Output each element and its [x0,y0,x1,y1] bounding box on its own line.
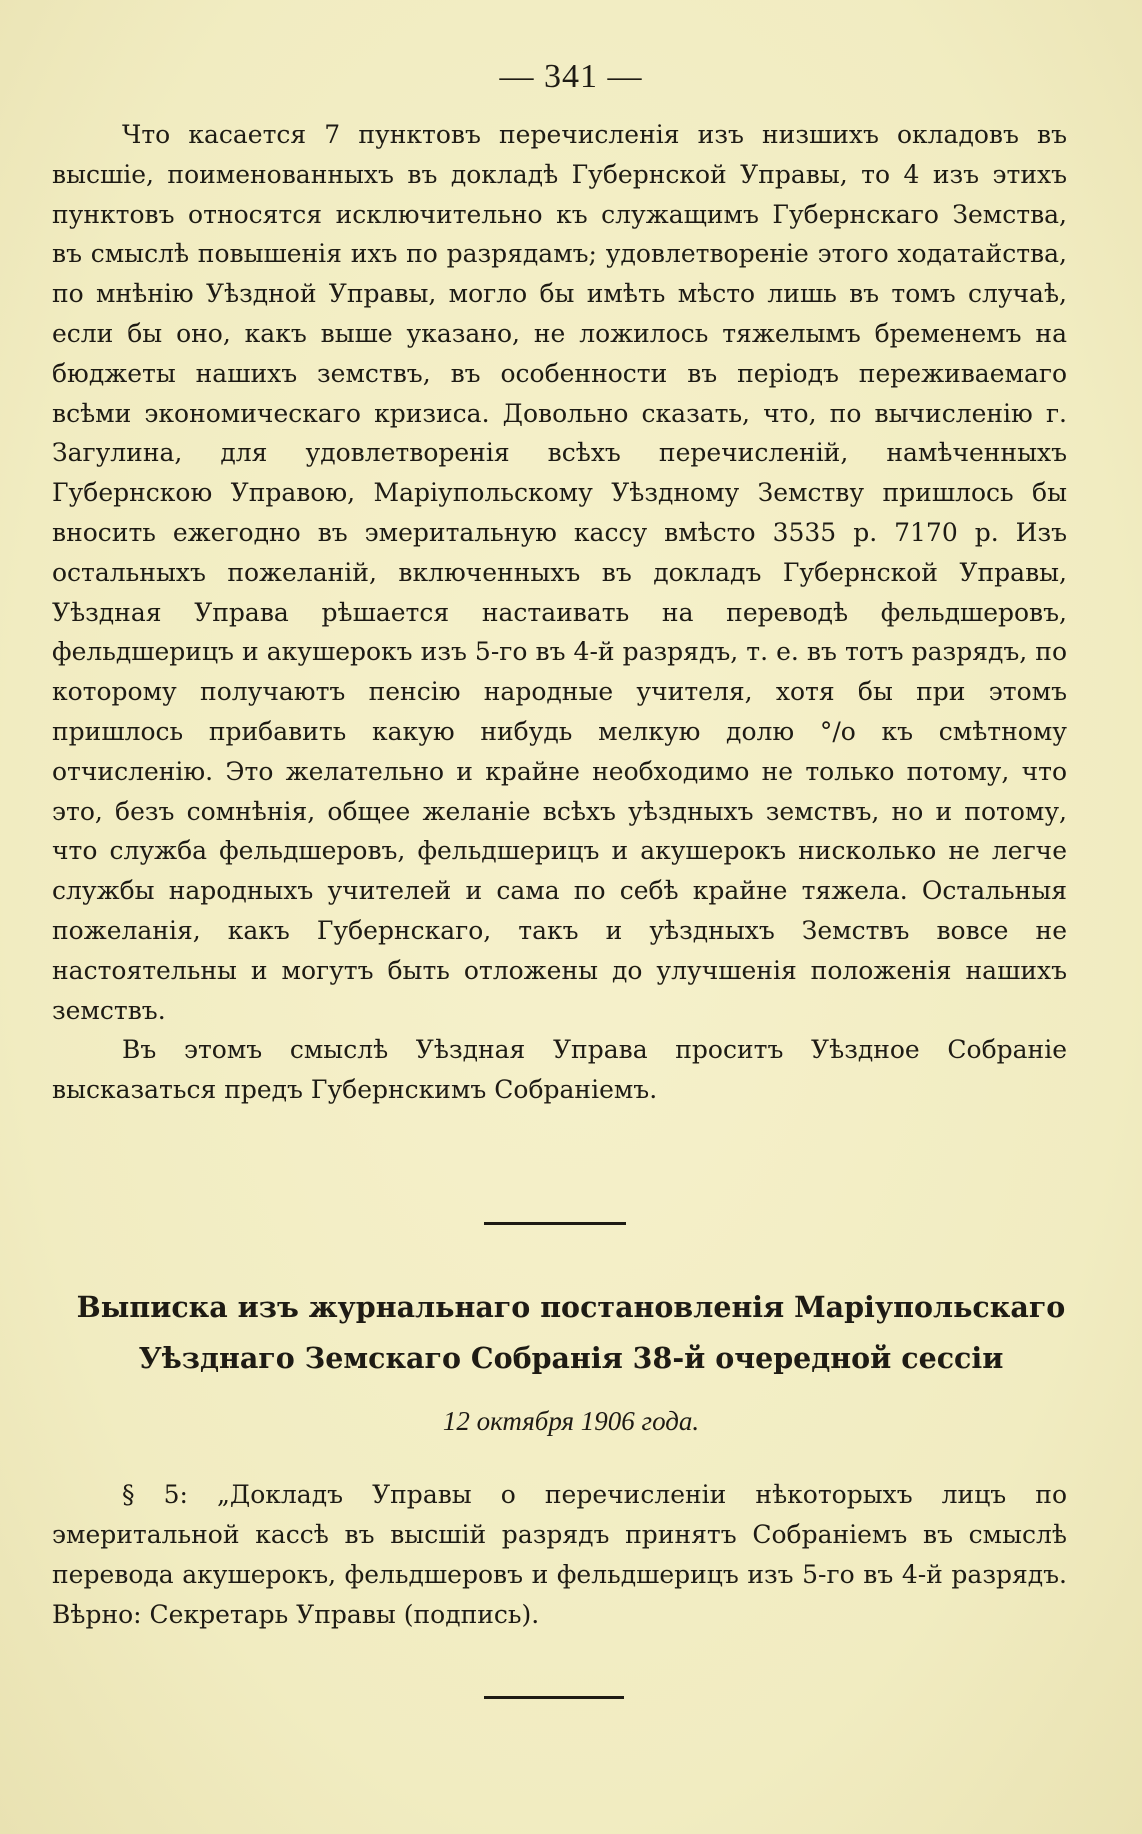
section-paragraph: § 5: „Докладъ Управы о перечисленіи нѣкоторыхъ лицъ по эмеритальной кассѣ въ высшій разрядъ принятъ Собраніемъ въ смыслѣ перевода акушерокъ, фельдшеровъ и фельдшерицъ изъ 5-го въ 4-й разрядъ. Вѣрно: Секретарь Управы (подпись). [52,1480,1067,1629]
section-title [40,1282,1102,1384]
paragraph-2: Въ этомъ смыслѣ Уѣздная Управа проситъ Уѣздное Собраніе высказаться предъ Губернскимъ Собраніемъ. [52,1035,1067,1105]
divider-rule [484,1222,626,1225]
body-text [52,115,1067,1110]
section-title-line-1: Выписка изъ журнальнаго постановленія Маріупольскаго [76,1290,1066,1324]
section-date: 12 октября 1906 года. [442,1406,700,1436]
divider-rule-bottom [484,1696,624,1699]
paragraph-1: Что касается 7 пунктовъ перечисленія изъ низшихъ окладовъ въ высшіе, поименованныхъ въ докладѣ Губернской Управы, то 4 изъ этихъ пунктовъ относятся исключительно къ служащимъ Губернскаго Земства, въ смыслѣ повышенія ихъ по разрядамъ; удовлетвореніе этого ходатайства, по мнѣнію Уѣздной Управы, могло бы имѣть мѣсто лишь въ томъ случаѣ, если бы оно, какъ выше указано, не ложилось тяжелымъ бременемъ на бюджеты нашихъ земствъ, въ особенности въ періодъ переживаемаго всѣми экономическаго кризиса. Довольно сказать, что, по вычисленію г. Загулина, для удовлетворенія всѣхъ перечисленій, намѣченныхъ Губернскою Управою, Маріупольскому Уѣздному Земству пришлось бы вносить ежегодно въ эмеритальную кассу вмѣсто 3535 р. 7170 р. Изъ остальныхъ пожеланій, включенныхъ въ докладъ Губернской Управы, Уѣздная Управа рѣшается настаивать на переводѣ фельдшеровъ, фельдшерицъ и акушерокъ изъ 5-го въ 4-й разрядъ, т. е. въ тотъ разрядъ, по которому получаютъ пенсію народные учителя, хотя бы при этомъ пришлось прибавить какую нибудь мелкую долю °/o къ смѣтному отчисленію. Это желательно и крайне необходимо не только потому, что это, безъ сомнѣнія, общее желаніе всѣхъ уѣздныхъ земствъ, но и потому, что служба фельдшеровъ, фельдшерицъ и акушерокъ нисколько не легче службы народныхъ учителей и сама по себѣ крайне тяжела. Остальныя пожеланія, какъ Губернскаго, такъ и уѣздныхъ Земствъ вовсе не настоятельны и могутъ быть отложены до улучшенія положенія нашихъ земствъ. [52,120,1067,1025]
page-number: — 341 — [499,58,643,95]
section-title-line-2: Уѣзднаго Земскаго Собранія 38-й очередной сессіи [138,1341,1004,1375]
section-text [52,1475,1067,1635]
